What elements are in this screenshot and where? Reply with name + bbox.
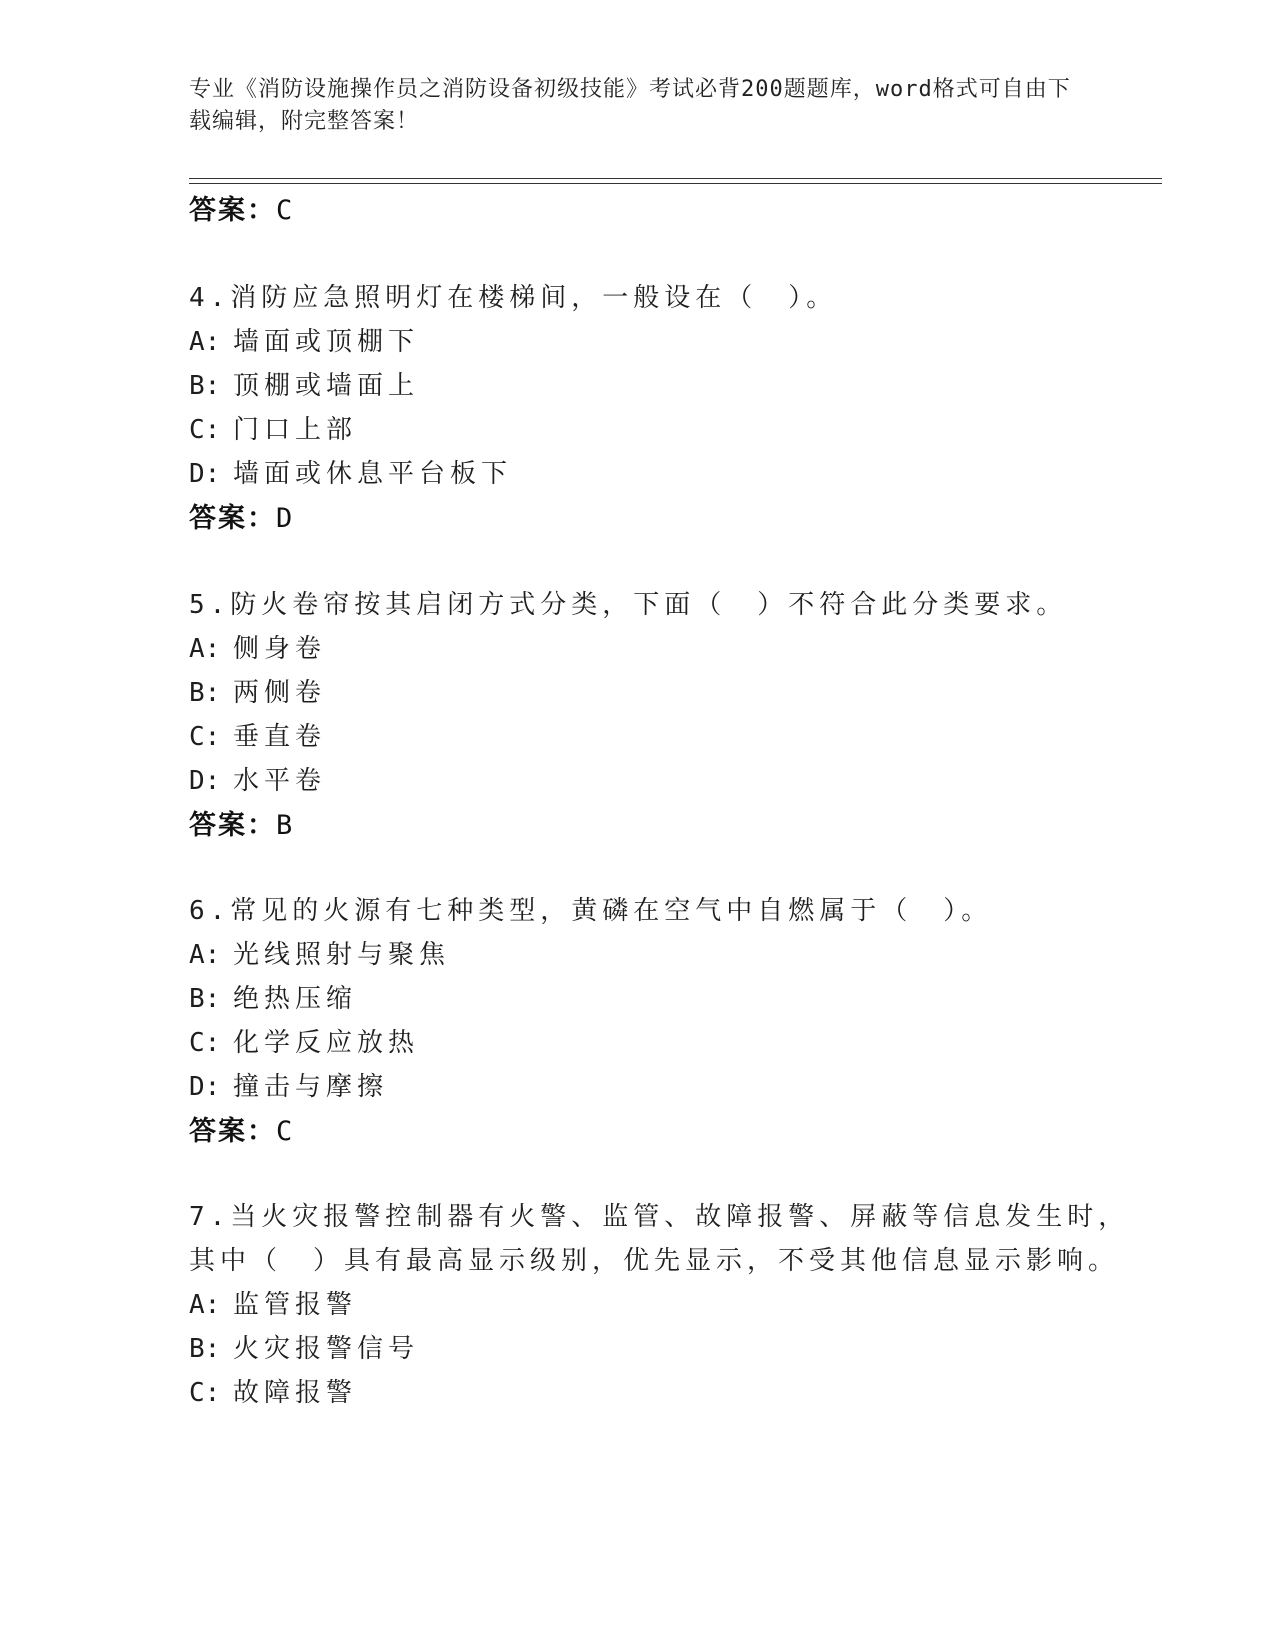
option-letter: A:	[189, 634, 221, 664]
option-b	[189, 1328, 419, 1365]
option-text: 墙面或休息平台板下	[233, 459, 513, 489]
option-text: 门口上部	[233, 415, 358, 445]
answer-value: B	[276, 810, 295, 841]
option-letter: C:	[189, 722, 221, 752]
answer-label: 答案：	[189, 195, 276, 226]
option-letter: D:	[189, 1072, 221, 1102]
option-text: 两侧卷	[233, 678, 327, 708]
option-text: 化学反应放热	[233, 1028, 420, 1058]
previous-answer	[189, 188, 294, 227]
question-answer	[189, 496, 294, 535]
option-letter: B:	[189, 984, 221, 1014]
option-text: 绝热压缩	[233, 984, 358, 1014]
option-text: 顶棚或墙面上	[233, 371, 420, 401]
option-a	[189, 1284, 357, 1321]
question-stem: 6.常见的火源有七种类型，黄磷在空气中自燃属于（ ）。	[189, 896, 993, 926]
option-d	[189, 760, 326, 797]
option-b	[189, 365, 419, 402]
option-b	[189, 672, 326, 709]
answer-label: 答案：	[189, 810, 276, 841]
option-letter: B:	[189, 371, 221, 401]
question-stem: 4.消防应急照明灯在楼梯间，一般设在（ ）。	[189, 283, 838, 313]
option-letter: B:	[189, 678, 221, 708]
option-letter: A:	[189, 327, 221, 357]
option-c	[189, 716, 326, 753]
document-intro: 专业《消防设施操作员之消防设备初级技能》考试必背200题题库，word格式可自由下载编辑，附完整答案！	[189, 77, 1071, 134]
header-divider-bottom	[189, 183, 1162, 184]
option-d	[189, 1066, 388, 1103]
option-d	[189, 453, 512, 490]
option-letter: B:	[189, 1334, 221, 1364]
answer-label: 答案：	[189, 1116, 276, 1147]
option-a	[189, 321, 419, 358]
option-text: 垂直卷	[233, 722, 327, 752]
option-a	[189, 628, 326, 665]
option-letter: C:	[189, 415, 221, 445]
option-text: 监管报警	[233, 1290, 358, 1320]
option-b	[189, 978, 357, 1015]
answer-label: 答案：	[189, 503, 276, 534]
option-text: 撞击与摩擦	[233, 1072, 389, 1102]
option-letter: C:	[189, 1028, 221, 1058]
question-answer	[189, 803, 294, 842]
option-text: 故障报警	[233, 1378, 358, 1408]
option-c	[189, 1022, 419, 1059]
option-text: 水平卷	[233, 766, 327, 796]
question-stem: 5.防火卷帘按其启闭方式分类，下面（ ）不符合此分类要求。	[189, 590, 1068, 620]
option-letter: C:	[189, 1378, 221, 1408]
answer-value: C	[276, 195, 295, 226]
option-letter: A:	[189, 940, 221, 970]
question-answer	[189, 1109, 294, 1148]
header-divider-top	[189, 178, 1162, 179]
option-a	[189, 934, 450, 971]
question-stem: 7.当火灾报警控制器有火警、监管、故障报警、屏蔽等信息发生时，	[189, 1202, 1130, 1232]
option-c	[189, 1372, 357, 1409]
answer-value: C	[276, 1116, 295, 1147]
question-stem-continued: 其中（ ）具有最高显示级别，优先显示，不受其他信息显示影响。	[189, 1246, 1120, 1276]
option-letter: D:	[189, 459, 221, 489]
option-text: 侧身卷	[233, 634, 327, 664]
option-text: 火灾报警信号	[233, 1334, 420, 1364]
option-letter: A:	[189, 1290, 221, 1320]
answer-value: D	[276, 503, 295, 534]
option-letter: D:	[189, 766, 221, 796]
option-c	[189, 409, 357, 446]
option-text: 光线照射与聚焦	[233, 940, 451, 970]
option-text: 墙面或顶棚下	[233, 327, 420, 357]
